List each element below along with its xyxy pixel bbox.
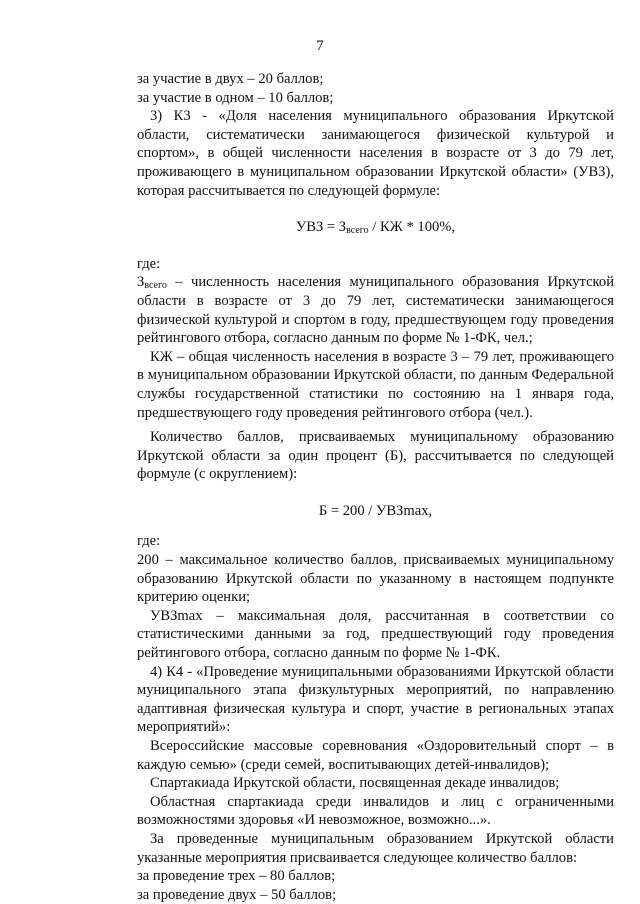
formula-uvz: [137, 218, 614, 237]
score-line-one: за участие в одном – 10 баллов;: [137, 89, 334, 106]
formula-uvz-tail: / КЖ * 100%,: [368, 219, 456, 236]
event-item-2: Спартакиада Иркутской области, посвященная декаде инвалидов;: [150, 775, 560, 792]
where-label-2: где:: [137, 533, 161, 550]
points-per-percent-paragraph: Количество баллов, присваиваемых муниципальному образованию Иркутской области за один процент (Б), рассчитывается по следующей формуле (с округлением):: [137, 429, 614, 483]
kzh-definition: КЖ – общая численность населения в возрасте 3 – 79 лет, проживающего в муниципальном образовании Иркутской области, по данным Федеральной службы государственной статистики по состоянию на 1 января года, предшествующего году проведения рейтингового отбора (чел.).: [137, 348, 614, 421]
event-item-3: Областная спартакиада среди инвалидов и лиц с ограниченными возможностями здоровья «И невозможное, возможно...».: [137, 793, 614, 829]
max-points-definition: 200 – максимальное количество баллов, присваиваемых муниципальному образованию Иркутской области по указанному в настоящем подпункте критерию оценки;: [137, 552, 614, 606]
score-line-two-held: за проведение двух – 50 баллов;: [137, 886, 337, 903]
score-line-three-held: за проведение трех – 80 баллов;: [137, 868, 336, 885]
where-label-1: где:: [137, 255, 161, 272]
criterion-k4-paragraph: 4) К4 - «Проведение муниципальными образованиями Иркутской области муниципального этапа физкультурных мероприятий, по направлению адаптивная физическая культура и спорт, участие в региональных этапах мероприятий»:: [137, 663, 614, 736]
score-line-two: за участие в двух – 20 баллов;: [137, 71, 324, 87]
zvsego-sub: всего: [144, 280, 167, 292]
page-number: 7: [316, 38, 324, 54]
document-body: [137, 70, 614, 904]
uvzmax-definition: УВЗmax – максимальная доля, рассчитанная в соответствии со статистическими данными за год, предшествующий году проведения рейтингового отбора, согласно данным по форме № 1-ФК.: [137, 607, 614, 662]
formula-uvz-main: УВЗ = З: [295, 219, 347, 236]
criterion-k3-paragraph: 3) К3 - «Доля населения муниципального образования Иркутской области, систематически занимающегося физической культурой и спортом», в общей численности населения в возрасте от 3 до 79 лет, проживающего в муниципальном образовании Иркутской области» (УВЗ), которая рассчитывается по следующей формуле:: [137, 108, 614, 199]
zvsego-definition: [137, 273, 614, 347]
formula-b: Б = 200 / УВЗmax,: [318, 502, 433, 519]
formula-uvz-sub: всего: [346, 225, 369, 237]
zvsego-text: – численность населения муниципального образования Иркутской области в возрасте от 3 до 79 лет, систематически занимающегося физической культурой и спортом в году, предшествующем году проведения рейтингового отбора, согласно данным по форме № 1-ФК, чел.;: [137, 274, 614, 347]
points-assignment-paragraph: За проведенные муниципальным образованием Иркутской области указанные мероприятия присваивается следующее количество баллов:: [137, 830, 614, 866]
event-item-1: Всероссийские массовые соревнования «Оздоровительный спорт – в каждую семью» (среди семей, воспитывающих детей-инвалидов);: [137, 738, 614, 773]
zvsego-symbol: З: [137, 274, 145, 291]
